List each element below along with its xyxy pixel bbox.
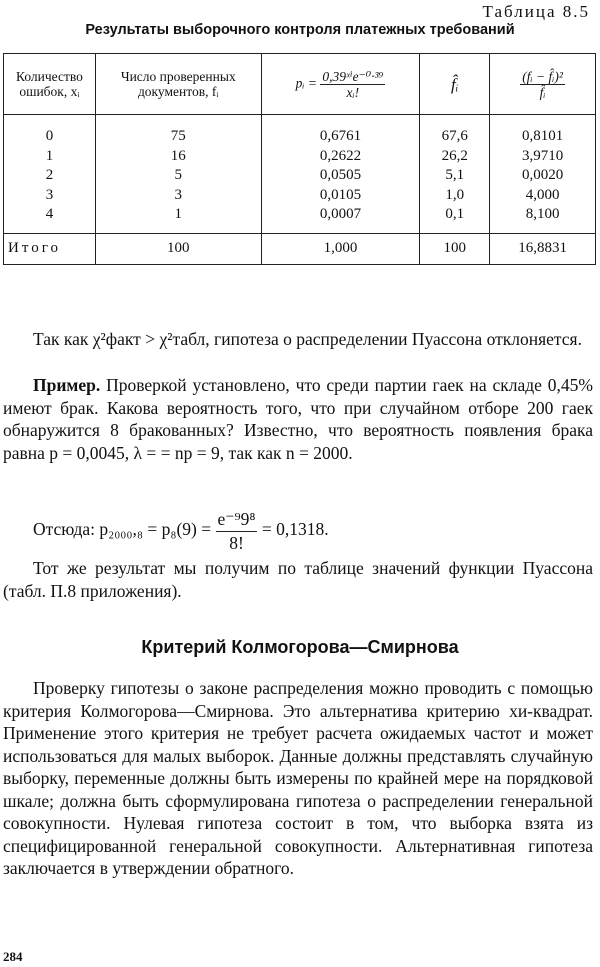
column-errors: 0 1 2 3 4 (4, 115, 96, 234)
formula-result: = 0,1318. (261, 519, 329, 540)
example-text: Проверкой установлено, что среди партии гаек на складе 0,45% имеют брак. Какова вероятность того, что при случайном отборе 200 гаек обнаружится 8 бракованных? Известно, что вероятность появления брака равна p = 0,0045, λ = = np = 9, так как n = 2000. (3, 375, 593, 463)
header-documents: Число проверенных документов, fᵢ (95, 54, 261, 115)
results-table (3, 53, 596, 265)
total-label: Итого (4, 233, 96, 264)
header-probability: pᵢ = $\frac{\text{0,39ˣⁱе⁻⁰·³⁹}}{\text{xᵢ!}}$ (261, 54, 420, 115)
column-probability: 0,6761 0,2622 0,0505 0,0105 0,0007 (261, 115, 420, 234)
table-header-row (4, 54, 596, 115)
paragraph-table-reference: Тот же результат мы получим по таблице значений функции Пуассона (табл. П.8 приложения). (3, 558, 593, 601)
formula-fraction: $\frac{\text{e⁻⁹9⁸}}{8!}$ (217, 509, 256, 553)
page-number: 284 (3, 949, 23, 964)
table-title: Результаты выборочного контроля платежных требований (85, 22, 515, 38)
total-expected: 100 (420, 233, 490, 264)
formula-prefix: Отсюда: p₂₀₀₀,₈ = p₈(9) = (33, 519, 212, 540)
total-documents: 100 (95, 233, 261, 264)
header-chi-term: $\frac{\text{(fᵢ − f̂ᵢ)²}}{\text{f̂ᵢ}}$ (490, 54, 596, 115)
table-number: Таблица 8.5 (482, 2, 590, 21)
total-chi-term: 16,8831 (490, 233, 596, 264)
table-total-row (4, 233, 596, 264)
paragraph-kolmogorov: Проверку гипотезы о законе распределения можно проводить с помощью критерия Колмогорова—Смирнова. Это альтернатива критерию хи-квадрат. Применение этого критерия не требует расчета ожидаемых частот и может использоваться для малых выборок. Данные должны представлять случайную выборку, переменные должны быть измерены по крайней мере на порядковой шкале; должна быть сформулирована гипотеза о распределении генеральной совокупности. Нулевая гипотеза состоит в том, что выборка взята из специфицированной генеральной совокупности. Альтернативная гипотеза заключается в утверждении обратного. (3, 678, 593, 878)
header-expected: f̂ᵢ (420, 54, 490, 115)
header-errors: Количество ошибок, xᵢ (4, 54, 96, 115)
paragraph-conclusion: Так как χ²факт > χ²табл, гипотеза о распределении Пуассона отклоняется. (33, 329, 582, 349)
column-expected: 67,6 26,2 5,1 1,0 0,1 (420, 115, 490, 234)
column-chi-term: 0,8101 3,9710 0,0020 4,000 8,100 (490, 115, 596, 234)
paragraph-example (3, 374, 593, 464)
example-label: Пример. (33, 375, 101, 395)
column-documents: 75 16 5 3 1 (95, 115, 261, 234)
section-heading: Критерий Колмогорова—Смирнова (141, 637, 459, 657)
formula-line (33, 508, 593, 554)
total-probability: 1,000 (261, 233, 420, 264)
table-body-row (4, 115, 596, 234)
